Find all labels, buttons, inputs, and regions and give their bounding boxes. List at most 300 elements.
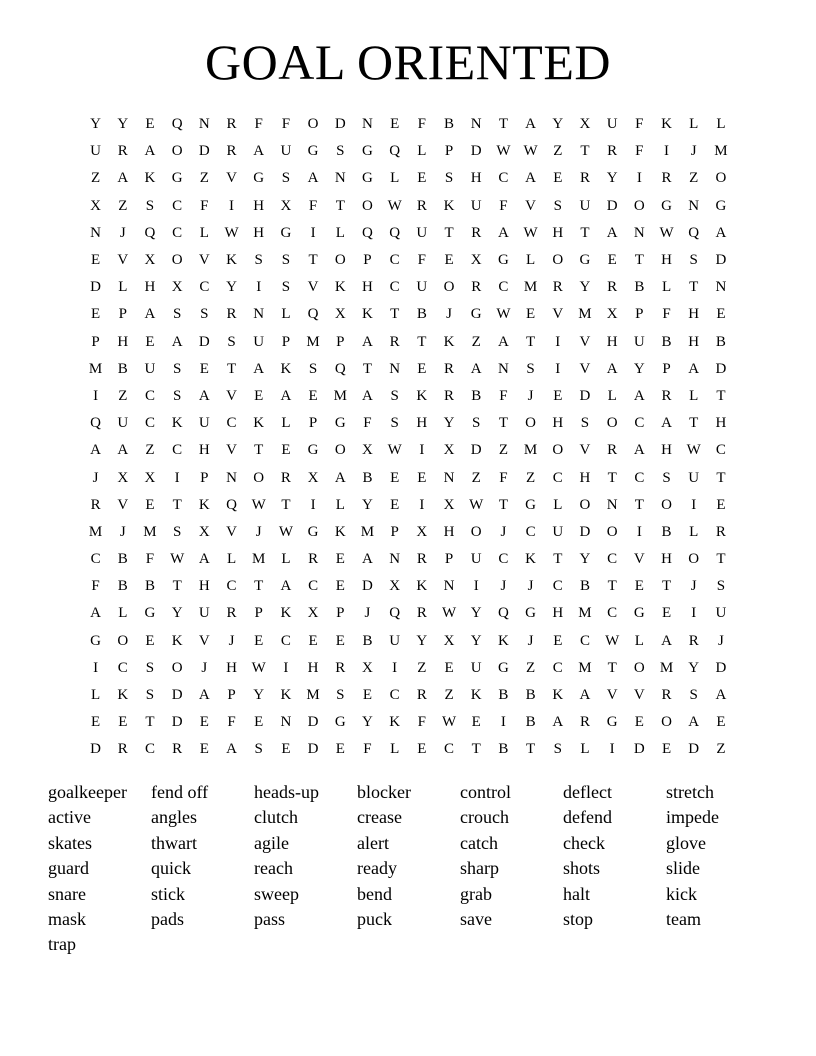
grid-letter: A [633, 442, 645, 459]
grid-letter: I [691, 605, 697, 622]
grid-letter: M [143, 523, 157, 540]
grid-letter: B [117, 551, 128, 568]
grid-letter: F [363, 741, 372, 758]
grid-letter: A [90, 442, 102, 459]
grid-letter: W [441, 714, 457, 731]
grid-letter: J [500, 523, 507, 540]
grid-letter: T [580, 224, 590, 241]
grid-letter: I [636, 523, 642, 540]
grid-letter: W [387, 442, 402, 459]
grid-letter: Y [470, 632, 482, 649]
grid-letter: W [496, 306, 511, 323]
word-list-item: shots [563, 858, 601, 879]
grid-letter: I [310, 224, 316, 241]
grid-letter: I [93, 387, 99, 404]
grid-letter: G [661, 197, 672, 214]
grid-letter: I [609, 741, 615, 758]
grid-letter: K [171, 415, 183, 432]
grid-letter: T [498, 116, 508, 133]
grid-letter: X [90, 197, 102, 214]
grid-letter: C [172, 197, 183, 214]
grid-letter: A [117, 170, 129, 187]
grid-letter: R [389, 333, 400, 350]
grid-letter: U [470, 551, 482, 568]
grid-letter: E [661, 605, 672, 622]
grid-letter: N [253, 306, 265, 323]
grid-letter: H [443, 523, 455, 540]
grid-letter: F [145, 551, 155, 568]
grid-letter: O [171, 143, 183, 160]
grid-letter: J [690, 143, 697, 160]
grid-letter: A [334, 469, 346, 486]
grid-letter: L [689, 523, 699, 540]
grid-letter: K [389, 714, 401, 731]
grid-letter: N [226, 469, 237, 486]
grid-letter: R [416, 197, 427, 214]
grid-letter: G [606, 714, 618, 731]
grid-letter: Z [118, 197, 128, 214]
grid-letter: R [715, 523, 726, 540]
grid-letter: U [688, 469, 700, 486]
grid-letter: Q [688, 224, 700, 241]
grid-letter: N [606, 496, 618, 513]
grid-letter: F [91, 578, 100, 595]
grid-letter: E [417, 469, 427, 486]
grid-letter: U [280, 143, 292, 160]
grid-letter: G [144, 605, 156, 622]
grid-letter: C [525, 523, 536, 540]
grid-letter: X [280, 197, 292, 214]
grid-letter: G [470, 306, 482, 323]
grid-letter: A [307, 170, 319, 187]
grid-letter: T [390, 306, 400, 323]
grid-letter: A [579, 687, 591, 704]
grid-letter: Y [90, 116, 102, 133]
grid-letter: Y [362, 714, 373, 731]
grid-letter: S [145, 659, 155, 676]
grid-letter: Y [253, 687, 265, 704]
grid-letter: O [171, 659, 183, 676]
word-list-item: heads-up [254, 782, 319, 802]
grid-letter: R [607, 442, 618, 459]
grid-letter: P [91, 333, 100, 350]
grid-letter: O [552, 442, 564, 459]
grid-letter: Y [579, 551, 591, 568]
grid-letter: I [392, 659, 398, 676]
grid-letter: B [471, 387, 482, 404]
grid-letter: Q [334, 360, 346, 377]
grid-letter: X [416, 523, 428, 540]
grid-letter: K [497, 632, 509, 649]
grid-letter: K [171, 632, 183, 649]
grid-letter: H [144, 279, 156, 296]
grid-letter: M [333, 387, 347, 404]
grid-letter: X [117, 469, 129, 486]
grid-letter: U [198, 415, 210, 432]
grid-letter: M [523, 442, 538, 459]
grid-letter: E [281, 741, 291, 758]
grid-letter: S [308, 360, 318, 377]
grid-letter: E [335, 632, 345, 649]
grid-letter: R [579, 170, 590, 187]
grid-letter: I [555, 360, 561, 377]
grid-letter: D [198, 333, 210, 350]
word-list-item: pads [151, 908, 184, 929]
grid-letter: U [144, 360, 156, 377]
word-list-item: angles [151, 807, 197, 828]
grid-letter: T [471, 741, 481, 758]
grid-letter: N [470, 116, 482, 133]
word-list-item: control [460, 782, 511, 802]
grid-letter: L [634, 632, 644, 649]
grid-letter: I [555, 333, 561, 350]
word-list-item: blocker [357, 782, 411, 802]
grid-letter: P [281, 333, 291, 350]
grid-letter: W [224, 224, 239, 241]
word-list-item: agile [254, 832, 289, 853]
grid-letter: C [172, 442, 183, 459]
grid-letter: M [578, 605, 592, 622]
grid-letter: V [633, 687, 645, 704]
grid-letter: E [471, 714, 481, 731]
grid-letter: L [689, 116, 699, 133]
grid-letter: O [470, 523, 482, 540]
grid-letter: D [688, 741, 700, 758]
word-list-item: stretch [666, 782, 714, 802]
grid-letter: C [199, 279, 210, 296]
grid-letter: C [607, 551, 618, 568]
grid-letter: G [334, 714, 346, 731]
grid-letter: P [390, 523, 399, 540]
grid-letter: K [470, 687, 482, 704]
grid-letter: H [198, 442, 210, 459]
grid-letter: Q [90, 415, 102, 432]
grid-letter: K [280, 360, 292, 377]
grid-letter: Y [416, 632, 428, 649]
grid-letter: S [689, 252, 698, 269]
word-list-item: guard [48, 858, 89, 879]
grid-letter: F [499, 387, 508, 404]
grid-letter: S [444, 170, 454, 187]
grid-letter: O [633, 197, 645, 214]
grid-letter: Q [389, 605, 401, 622]
puzzle-title: GOAL ORIENTED [205, 34, 611, 90]
grid-letter: A [497, 333, 509, 350]
grid-letter: A [661, 415, 672, 432]
grid-letter: T [172, 496, 182, 513]
grid-letter: T [362, 360, 373, 377]
grid-letter: U [253, 333, 265, 350]
grid-letter: A [362, 333, 373, 350]
grid-letter: O [307, 116, 319, 133]
grid-letter: C [552, 469, 563, 486]
grid-letter: A [362, 551, 373, 568]
grid-letter: T [498, 496, 508, 513]
grid-letter: J [527, 632, 534, 649]
grid-letter: I [419, 442, 425, 459]
grid-letter: V [606, 687, 618, 704]
grid-letter: O [661, 714, 672, 731]
grid-letter: H [715, 415, 727, 432]
word-list-item: deflect [563, 782, 612, 802]
grid-letter: X [443, 442, 455, 459]
grid-letter: B [416, 306, 427, 323]
grid-letter: D [715, 360, 727, 377]
grid-letter: Z [199, 170, 209, 187]
grid-letter: I [310, 496, 316, 513]
grid-letter: E [716, 496, 726, 513]
grid-letter: G [307, 442, 319, 459]
word-list-item: alert [357, 832, 389, 853]
grid-letter: B [444, 116, 455, 133]
grid-letter: S [553, 741, 562, 758]
grid-letter: C [389, 252, 400, 269]
grid-letter: S [172, 387, 182, 404]
grid-letter: A [715, 687, 727, 704]
grid-letter: Z [444, 687, 454, 704]
grid-letter: T [417, 333, 427, 350]
grid-letter: V [117, 496, 129, 513]
grid-letter: I [174, 469, 180, 486]
grid-letter: E [145, 116, 155, 133]
grid-letter: X [579, 116, 591, 133]
word-list-item: save [460, 908, 492, 929]
grid-letter: H [661, 252, 672, 269]
grid-letter: K [280, 605, 292, 622]
grid-letter: A [497, 224, 509, 241]
grid-letter: L [281, 306, 291, 323]
grid-letter: S [390, 387, 399, 404]
grid-letter: T [661, 578, 672, 595]
grid-letter: R [172, 741, 183, 758]
grid-letter: I [93, 659, 99, 676]
grid-letter: F [200, 197, 209, 214]
grid-letter: W [170, 551, 185, 568]
grid-letter: U [579, 197, 591, 214]
grid-letter: D [90, 279, 102, 296]
grid-letter: B [661, 523, 672, 540]
grid-letter: L [91, 687, 101, 704]
word-list-item: stop [563, 908, 594, 929]
word-list-item: grab [460, 883, 492, 904]
grid-letter: L [607, 387, 617, 404]
grid-letter: C [172, 224, 183, 241]
grid-letter: L [580, 741, 590, 758]
grid-letter: Y [633, 360, 645, 377]
grid-letter: L [390, 741, 400, 758]
grid-letter: Y [579, 279, 591, 296]
grid-letter: F [662, 306, 671, 323]
grid-letter: E [716, 306, 726, 323]
grid-letter: E [553, 387, 563, 404]
grid-letter: V [307, 279, 319, 296]
grid-letter: C [498, 279, 509, 296]
grid-letter: S [254, 741, 263, 758]
grid-letter: B [525, 687, 536, 704]
word-list-item: stick [151, 883, 185, 904]
word-list-item: skates [48, 832, 92, 853]
grid-letter: E [661, 741, 672, 758]
word-list-item: impede [666, 807, 719, 828]
grid-letter: P [308, 415, 318, 432]
grid-letter: E [254, 387, 264, 404]
grid-letter: O [362, 197, 373, 214]
grid-letter: R [607, 279, 618, 296]
grid-letter: K [362, 306, 373, 323]
word-list-item: crease [357, 807, 402, 828]
grid-letter: R [117, 143, 128, 160]
grid-letter: T [634, 496, 644, 513]
grid-letter: D [715, 659, 727, 676]
grid-letter: X [144, 252, 156, 269]
grid-letter: L [281, 415, 291, 432]
grid-letter: G [280, 224, 292, 241]
grid-letter: H [552, 224, 564, 241]
grid-letter: D [606, 197, 618, 214]
grid-letter: G [362, 170, 373, 187]
grid-letter: N [497, 360, 509, 377]
grid-letter: J [119, 523, 126, 540]
word-list-item: quick [151, 858, 191, 879]
grid-letter: J [446, 306, 452, 323]
grid-letter: B [117, 360, 128, 377]
grid-letter: D [307, 714, 319, 731]
word-list-item: thwart [151, 832, 197, 853]
grid-letter: U [90, 143, 102, 160]
grid-letter: P [200, 469, 209, 486]
grid-letter: T [607, 659, 617, 676]
grid-letter: U [389, 632, 401, 649]
grid-letter: C [634, 415, 645, 432]
grid-letter: E [91, 714, 101, 731]
grid-letter: B [715, 333, 726, 350]
grid-letter: U [552, 523, 564, 540]
grid-letter: M [306, 687, 320, 704]
grid-letter: F [308, 197, 318, 214]
grid-letter: T [444, 224, 454, 241]
grid-letter: A [552, 714, 564, 731]
grid-letter: E [254, 632, 264, 649]
grid-letter: E [390, 469, 400, 486]
grid-letter: A [688, 360, 700, 377]
grid-letter: E [716, 714, 726, 731]
word-list-item: goalkeeper [48, 782, 127, 802]
grid-letter: X [362, 442, 373, 459]
word-list-item: mask [48, 908, 86, 929]
word-list-item: active [48, 807, 91, 828]
grid-letter: M [306, 333, 320, 350]
grid-letter: T [335, 197, 345, 214]
grid-letter: E [308, 387, 318, 404]
grid-letter: F [635, 116, 644, 133]
grid-letter: E [417, 170, 427, 187]
grid-letter: I [283, 659, 289, 676]
grid-letter: X [307, 605, 319, 622]
grid-letter: Z [498, 442, 508, 459]
grid-letter: J [364, 605, 371, 622]
grid-letter: N [389, 551, 401, 568]
grid-letter: G [525, 605, 537, 622]
grid-letter: F [499, 197, 508, 214]
grid-letter: G [334, 415, 346, 432]
grid-letter: Z [118, 387, 128, 404]
grid-letter: A [253, 143, 265, 160]
grid-letter: E [362, 687, 373, 704]
grid-letter: A [470, 360, 482, 377]
grid-letter: W [605, 632, 620, 649]
grid-letter: K [552, 687, 564, 704]
grid-letter: R [416, 605, 427, 622]
grid-letter: L [689, 387, 699, 404]
grid-letter: T [254, 578, 264, 595]
grid-letter: U [416, 224, 428, 241]
grid-letter: Y [688, 659, 700, 676]
grid-letter: U [470, 197, 482, 214]
grid-letter: R [444, 387, 455, 404]
grid-letter: S [281, 279, 291, 296]
grid-letter: M [252, 551, 266, 568]
grid-letter: A [198, 687, 210, 704]
grid-letter: T [607, 578, 617, 595]
grid-letter: S [200, 306, 209, 323]
grid-letter: A [606, 360, 618, 377]
grid-letter: C [308, 578, 319, 595]
grid-letter: A [606, 224, 618, 241]
grid-letter: Q [362, 224, 373, 241]
grid-letter: I [229, 197, 235, 214]
grid-letter: W [251, 496, 266, 513]
grid-letter: S [172, 360, 182, 377]
grid-letter: C [226, 578, 237, 595]
grid-letter: N [198, 116, 210, 133]
grid-letter: Q [389, 143, 401, 160]
grid-letter: E [607, 252, 617, 269]
grid-letter: C [552, 578, 563, 595]
grid-letter: E [335, 741, 345, 758]
grid-letter: V [579, 333, 591, 350]
grid-letter: M [88, 523, 103, 540]
grid-letter: D [579, 387, 591, 404]
grid-letter: I [500, 714, 506, 731]
grid-letter: S [145, 197, 155, 214]
grid-letter: T [716, 469, 726, 486]
grid-letter: Z [145, 442, 155, 459]
grid-letter: R [471, 224, 482, 241]
grid-letter: S [336, 687, 345, 704]
grid-letter: F [635, 143, 644, 160]
grid-letter: G [307, 143, 319, 160]
grid-letter: L [661, 279, 672, 296]
word-list-item: puck [357, 908, 392, 929]
grid-letter: H [416, 415, 428, 432]
grid-letter: L [335, 224, 345, 241]
grid-letter: C [498, 170, 509, 187]
grid-letter: J [527, 578, 534, 595]
grid-letter: G [715, 197, 727, 214]
grid-letter: K [334, 523, 346, 540]
grid-letter: Y [226, 279, 237, 296]
word-list [48, 780, 769, 958]
grid-letter: O [525, 415, 537, 432]
grid-letter: U [470, 659, 482, 676]
grid-letter: A [144, 306, 156, 323]
word-list-item: fend off [151, 782, 209, 802]
grid-letter: M [578, 659, 592, 676]
grid-letter: Y [470, 605, 482, 622]
grid-letter: H [362, 279, 373, 296]
grid-letter: X [389, 578, 401, 595]
grid-letter: F [417, 116, 427, 133]
